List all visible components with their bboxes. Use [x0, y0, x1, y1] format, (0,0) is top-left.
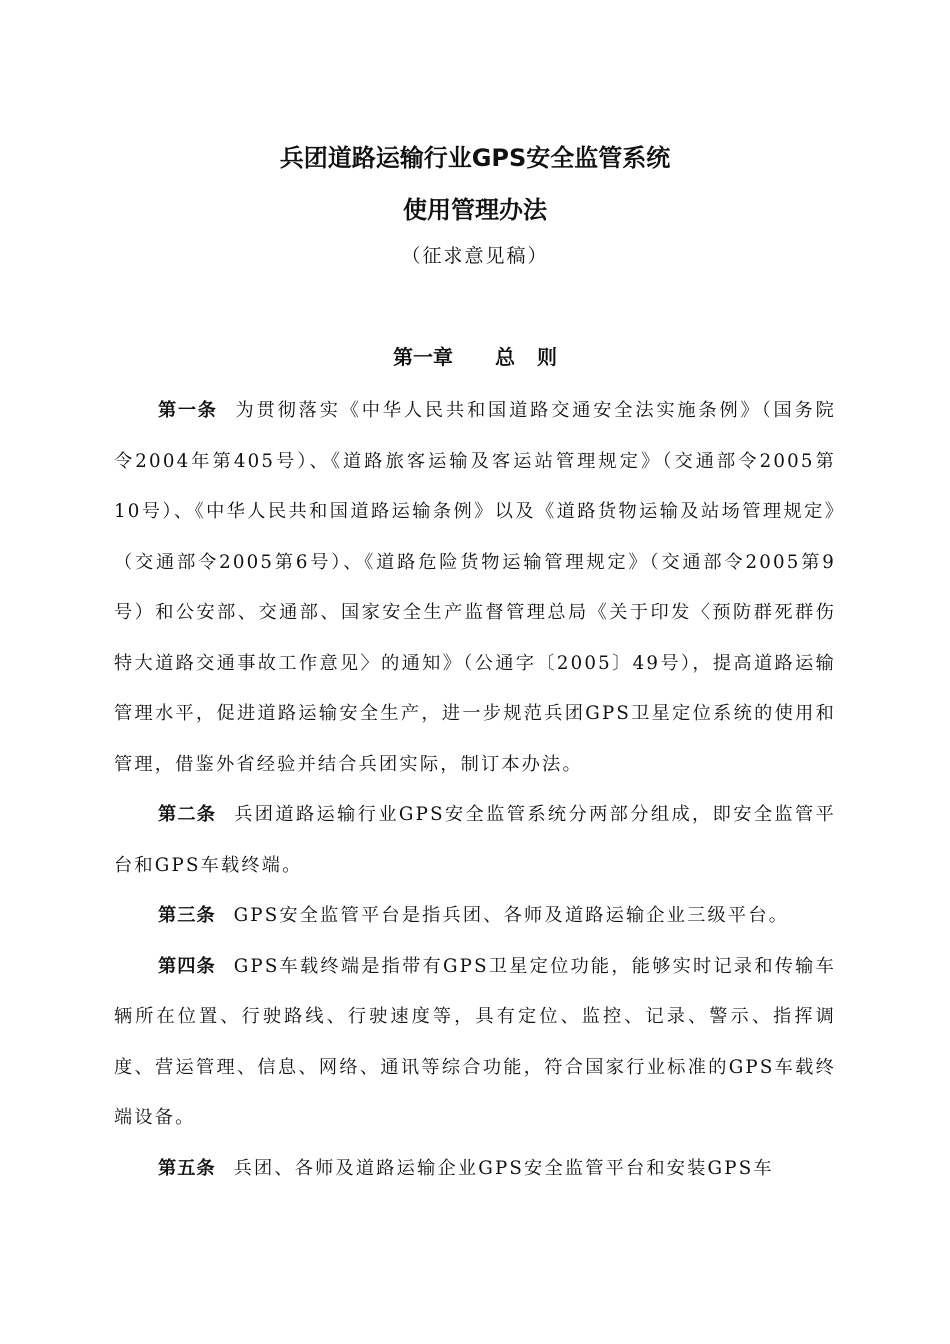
document-body — [114, 386, 836, 1194]
chapter-heading — [0, 343, 950, 371]
article-5 — [114, 1144, 836, 1195]
chapter-name-part1: 总 — [495, 345, 515, 369]
document-subtitle: （征求意见稿） — [401, 245, 549, 267]
article-4-label: 第四条 — [158, 955, 216, 977]
chapter-name-part2: 则 — [537, 345, 557, 369]
article-2 — [114, 790, 836, 891]
article-1-label: 第一条 — [158, 400, 218, 421]
document-title-line1: 兵团道路运输行业GPS安全监管系统 — [279, 144, 671, 172]
article-2-text: 兵团道路运输行业GPS安全监管系统分两部分组成，即安全监管平台和GPS车载终端。 — [114, 804, 836, 876]
article-4 — [114, 942, 836, 1144]
article-3-text: GPS安全监管平台是指兵团、各师及道路运输企业三级平台。 — [233, 905, 790, 926]
article-5-text: 兵团、各师及道路运输企业GPS安全监管平台和安装GPS车 — [233, 1157, 774, 1179]
document-title-line2: 使用管理办法 — [403, 196, 547, 224]
article-2-label: 第二条 — [158, 804, 217, 825]
article-4-text: GPS车载终端是指带有GPS卫星定位功能，能够实时记录和传输车辆所在位置、行驶路线、行驶速度等，具有定位、监控、记录、警示、指挥调度、营运管理、信息、网络、通讯等综合功能，符合国家行业标准的GPS车载终端设备。 — [114, 955, 836, 1128]
article-3-label: 第三条 — [158, 905, 216, 926]
article-1 — [114, 386, 836, 790]
chapter-number: 第一章 — [393, 345, 453, 369]
article-3 — [114, 891, 836, 942]
article-1-text: 为贯彻落实《中华人民共和国道路交通安全法实施条例》（国务院令2004年第405号）、《道路旅客运输及客运站管理规定》（交通部令2005第10号）、《中华人民共和国道路运输条例》以及《道路货物运输及站场管理规定》（交通部令2005第6号）、《道路危险货物运输管理规定》（交通部令2005第9号）和公安部、交通部、国家安全生产监督管理总局《关于印发〈预防群死群伤特大道路交通事故工作意见〉的通知》（公通字〔2005〕49号），提高道路运输管理水平，促进道路运输安全生产，进一步规范兵团GPS卫星定位系统的使用和管理，借鉴外省经验并结合兵团实际，制订本办法。 — [114, 400, 836, 775]
article-5-label: 第五条 — [158, 1157, 216, 1179]
